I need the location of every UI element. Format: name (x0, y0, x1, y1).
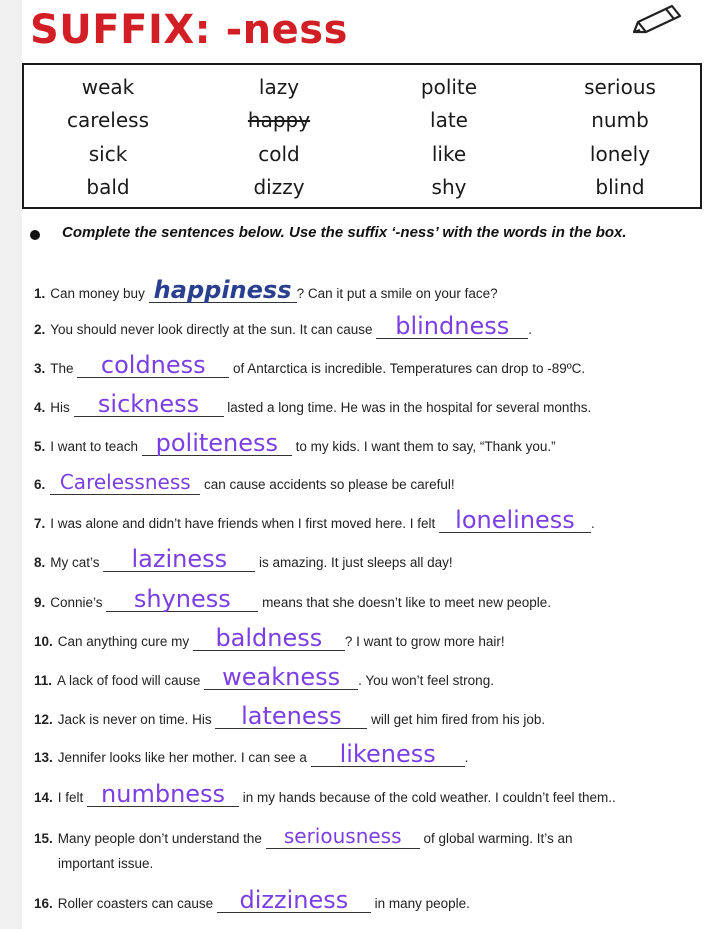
sentence-text-before: Jack is never on time. His (57, 712, 216, 727)
sentence-13 (34, 742, 708, 767)
sentence-number: 14. (34, 790, 53, 805)
sentence-text-before: Can money buy (50, 286, 149, 301)
sentence-number: 10. (34, 634, 53, 649)
sentence-12 (34, 704, 708, 729)
sentence-6 (34, 470, 708, 495)
answer-blank[interactable]: baldness (193, 626, 345, 651)
sentence-1 (34, 278, 708, 303)
sentence-text-after: to my kids. I want them to say, “Thank you.” (291, 439, 556, 454)
sentence-7 (34, 508, 708, 533)
answer-blank[interactable]: seriousness (266, 824, 420, 849)
sentence-number: 11. (34, 673, 53, 688)
sentence-number: 9. (34, 595, 46, 610)
sentence-text-after: . (590, 516, 595, 531)
answer-blank[interactable]: coldness (77, 353, 229, 378)
sentence-number: 16. (34, 896, 53, 911)
sentence-text-before: The (50, 361, 78, 376)
word-bank-item: shy (431, 175, 467, 199)
sentence-9 (34, 587, 708, 612)
sentence-text-before: A lack of food will cause (57, 673, 205, 688)
sentence-number: 1. (34, 286, 46, 301)
sentence-text-before: Roller coasters can cause (57, 896, 217, 911)
word-bank-item: like (431, 142, 467, 166)
word-bank-item: numb (591, 108, 649, 132)
answer-blank[interactable]: lateness (215, 704, 367, 729)
sentence-text-before: My cat’s (50, 555, 104, 570)
sentence-text-after: is amazing. It just sleeps all day! (255, 555, 453, 570)
sentence-text-after: . (464, 750, 469, 765)
answer-blank[interactable]: laziness (103, 547, 255, 572)
answer-blank[interactable]: weakness (204, 665, 358, 690)
word-bank-item: cold (258, 142, 300, 166)
sentence-text-after: of global warming. It’s an (419, 831, 573, 846)
sentence-text-before: I was alone and didn’t have friends when I first moved here. I felt (50, 516, 439, 531)
instructions: Complete the sentences below. Use the suffix ‘-ness’ with the words in the box. (62, 224, 627, 241)
word-bank-item: serious (584, 75, 656, 99)
sentence-3 (34, 353, 708, 378)
sentence-number: 5. (34, 439, 46, 454)
sentence-number: 15. (34, 831, 53, 846)
answer-blank[interactable]: shyness (106, 587, 258, 612)
sentence-16 (34, 888, 708, 913)
worksheet-title: SUFFIX: -ness (30, 7, 348, 53)
sentence-number: 2. (34, 322, 46, 337)
sentence-15 (34, 824, 708, 849)
sentence-text-before: His (50, 400, 74, 415)
sentence-number: 8. (34, 555, 46, 570)
word-bank-item: bald (86, 175, 130, 199)
sentence-11 (34, 665, 708, 690)
sentence-text-before: Connie’s (50, 595, 107, 610)
sentence-text-before: Many people don’t understand the (57, 831, 266, 846)
sentence-8 (34, 547, 708, 572)
word-bank-item: polite (420, 75, 478, 99)
sentence-number: 6. (34, 477, 46, 492)
sentence-number: 13. (34, 750, 53, 765)
answer-blank[interactable]: dizziness (217, 888, 371, 913)
answer-blank[interactable]: loneliness (439, 508, 591, 533)
sentence-text-after: of Antarctica is incredible. Temperatures can drop to -89ºC. (229, 361, 586, 376)
word-bank-item: careless (66, 108, 150, 132)
word-bank-item: happy (247, 108, 311, 132)
sentence-10 (34, 626, 708, 651)
sentence-text-after: can cause accidents so please be careful! (200, 477, 455, 492)
sentence-text-before: You should never look directly at the sun. It can cause (50, 322, 377, 337)
sentence-text-after: in my hands because of the cold weather. I couldn’t feel them.. (239, 790, 616, 805)
sentence-text-after: . (528, 322, 532, 337)
sentence-text-before: I want to teach (50, 439, 142, 454)
sentence-number: 3. (34, 361, 46, 376)
sentence-continuation: important issue. (58, 856, 154, 871)
sentence-number: 12. (34, 712, 53, 727)
answer-blank[interactable]: sickness (74, 392, 224, 417)
word-bank-item: blind (595, 175, 645, 199)
answer-blank[interactable]: Carelessness (50, 470, 200, 495)
sentence-2 (34, 314, 708, 339)
sentence-text-before: Jennifer looks like her mother. I can see a (57, 750, 311, 765)
sentence-text-after: will get him fired from his job. (367, 712, 546, 727)
sentence-number: 7. (34, 516, 46, 531)
sentence-4 (34, 392, 708, 417)
answer-blank[interactable]: numbness (87, 782, 239, 807)
word-bank-item: sick (88, 142, 128, 166)
word-bank-item: weak (81, 75, 135, 99)
sentence-text-after: . You won’t feel strong. (358, 673, 494, 688)
sentence-text-after: means that she doesn’t like to meet new people. (258, 595, 551, 610)
answer-blank[interactable]: happiness (149, 278, 297, 303)
word-bank-item: late (430, 108, 468, 132)
sentence-text-after: lasted a long time. He was in the hospital for several months. (223, 400, 592, 415)
word-bank-item: dizzy (253, 175, 305, 199)
sentence-text-after: ? I want to grow more hair! (344, 634, 505, 649)
sentence-number: 4. (34, 400, 46, 415)
word-bank-item: lonely (589, 142, 651, 166)
answer-blank[interactable]: politeness (142, 431, 292, 456)
answer-blank[interactable]: likeness (311, 742, 465, 767)
sentence-5 (34, 431, 708, 456)
sentence-14 (34, 782, 708, 807)
sentence-text-before: I felt (57, 790, 88, 805)
sentence-text-after: in many people. (370, 896, 470, 911)
sentence-text-before: Can anything cure my (57, 634, 193, 649)
answer-blank[interactable]: blindness (376, 314, 528, 339)
word-bank-item: lazy (258, 75, 300, 99)
sentence-text-after: ? Can it put a smile on your face? (296, 286, 498, 301)
